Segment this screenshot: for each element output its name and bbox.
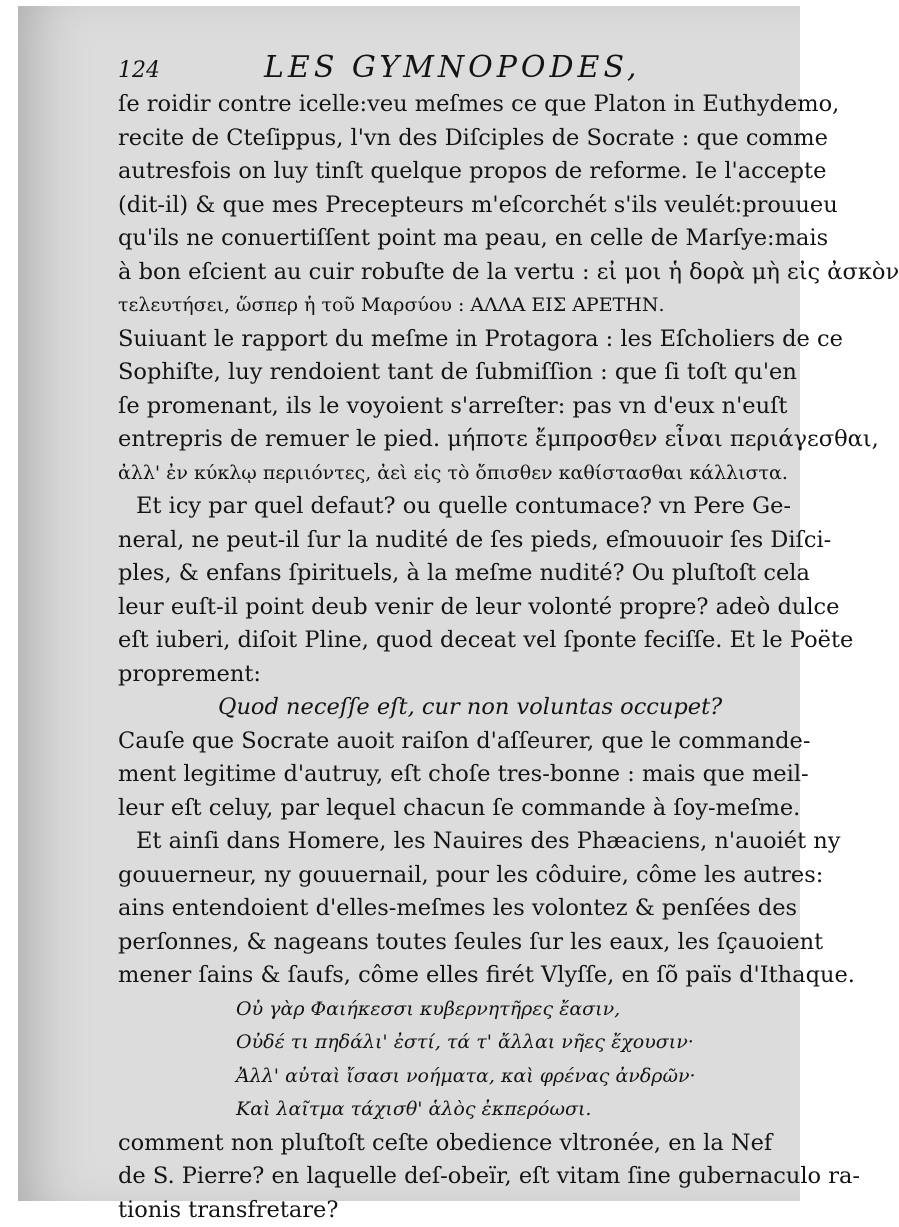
text-line: tionis transfretare? [118, 1194, 786, 1227]
text-line: Sophiſte, luy rendoient tant de ſubmiſſion : que ſi toſt qu'en [118, 356, 786, 390]
greek-quote-line: ἀλλ' ἐν κύκλῳ περιιόντες, ἀεὶ εἰς τὸ ὄπισθεν καθίστασθαι κάλλιστα. [118, 457, 786, 491]
running-title: LES GYMNOPODES, [264, 50, 640, 85]
text-line: ples, & enfans ſpirituels, à la meſme nudité? Ou pluſtoſt cela [118, 557, 786, 591]
text-line: leur euſt-il point deub venir de leur volonté propre? adeò dulce [118, 591, 786, 625]
text-line: ains entendoient d'elles-meſmes les volontez & penſées des [118, 892, 786, 926]
text-line: ment legitime d'autruy, eſt choſe tres-bonne : mais que meil- [118, 758, 786, 792]
text-line: neral, ne peut-il ſur la nudité de ſes pieds, eſmouuoir ſes Diſci- [118, 524, 786, 558]
text-line: qu'ils ne conuertiſſent point ma peau, en celle de Marſye:mais [118, 222, 786, 256]
text-line: proprement: [118, 658, 786, 692]
text-line: ſe promenant, ils le voyoient s'arreſter: pas vn d'eux n'euſt [118, 390, 786, 424]
text-line: autresfois on luy tinſt quelque propos de reforme. Ie l'accepte [118, 155, 786, 189]
text-line: entrepris de remuer le pied. μήποτε ἔμπροσθεν εἶναι περιάγεσθαι, [118, 423, 786, 457]
book-page [18, 6, 800, 1201]
text-line: de S. Pierre? en laquelle deſ-obeïr, eſt vitam ſine gubernaculo ra- [118, 1160, 786, 1194]
text-line: comment non pluſtoſt ceſte obedience vltronée, en la Nef [118, 1127, 786, 1161]
greek-verse-line: Ἀλλ' αὐταὶ ἴσασι νοήματα, καὶ φρένας ἀνδρῶν· [118, 1060, 786, 1094]
text-line: mener ſains & ſaufs, côme elles firét Vlyſſe, en ſõ païs d'Ithaque. [118, 959, 786, 993]
text-line: eſt iuberi, diſoit Pline, quod deceat vel ſponte feciſſe. Et le Poëte [118, 624, 786, 658]
text-line: Cauſe que Socrate auoit raiſon d'aſſeurer, que le commande- [118, 725, 786, 759]
text-line: leur eſt celuy, par lequel chacun ſe commande à ſoy-meſme. [118, 792, 786, 826]
body-text [118, 88, 786, 1227]
text-line: Suiuant le rapport du meſme in Protagora : les Eſcholiers de ce [118, 323, 786, 357]
page-number: 124 [118, 58, 160, 83]
greek-verse-line: Οὐδέ τι πηδάλι' ἐστί, τά τ' ἄλλαι νῆες ἔχουσιν· [118, 1026, 786, 1060]
greek-quote-line: τελευτήσει, ὥσπερ ἡ τοῦ Μαρσύου : ΑΛΛΑ ΕΙΣ ΑΡΕΤΗΝ. [118, 289, 786, 323]
latin-verse-quote: Quod neceſſe eſt, cur non voluntas occupet? [118, 691, 786, 725]
paragraph-start-line: Et ainſi dans Homere, les Nauires des Phæaciens, n'auoiét ny [118, 825, 786, 859]
greek-verse-line: Καὶ λαῖτμα τάχισθ' ἁλὸς ἐκπερόωσι. [118, 1093, 786, 1127]
text-line: (dit-il) & que mes Precepteurs m'eſcorchét s'ils veulét:prouueu [118, 189, 786, 223]
text-line: perſonnes, & nageans toutes ſeules ſur les eaux, les ſçauoient [118, 926, 786, 960]
greek-verse-line: Οὐ γὰρ Φαιήκεσσι κυβερνητῆρες ἔασιν, [118, 993, 786, 1027]
text-line: gouuerneur, ny gouuernail, pour les côduire, côme les autres: [118, 859, 786, 893]
paragraph-start-line: Et icy par quel defaut? ou quelle contumace? vn Pere Ge- [118, 490, 786, 524]
text-line: ſe roidir contre icelle:veu meſmes ce que Platon in Euthydemo, [118, 88, 786, 122]
text-line: à bon eſcient au cuir robuſte de la vertu : εἰ μοι ἡ δορὰ μὴ εἰς ἀσκὸν [118, 256, 786, 290]
text-line: recite de Cteſippus, l'vn des Diſciples de Socrate : que comme [118, 122, 786, 156]
